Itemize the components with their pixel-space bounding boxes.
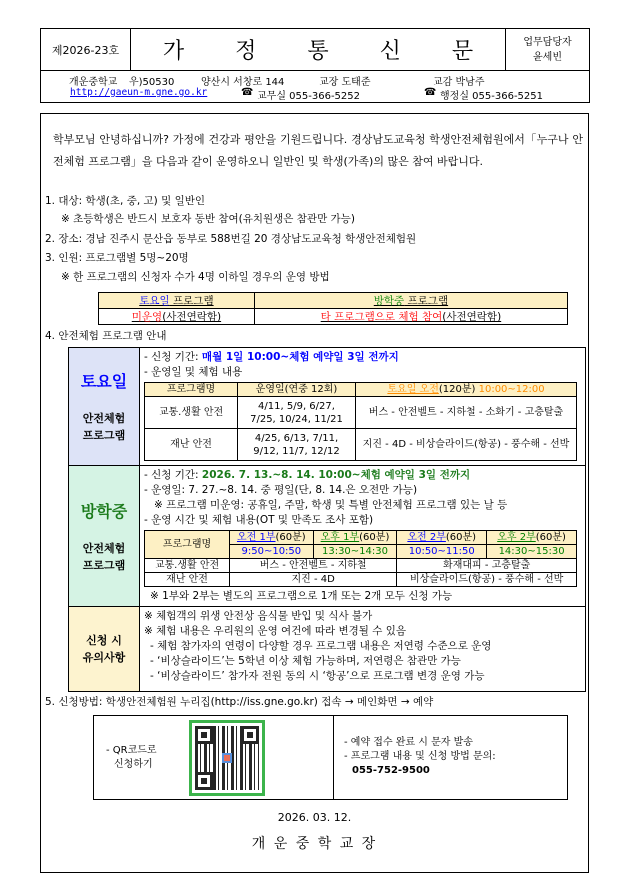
item-location: 2. 장소: 경남 진주시 문산읍 동부로 588번길 20 경상남도교육청 학생안전체험원 bbox=[45, 233, 417, 245]
program-guide-table bbox=[68, 347, 586, 692]
qr-logo-icon bbox=[222, 753, 232, 763]
notes-label-cell: 신청 시 유의사항 bbox=[69, 607, 140, 692]
qr-code-icon[interactable] bbox=[189, 720, 265, 796]
page-title: 가 정 통 신 문 bbox=[162, 39, 496, 64]
intro-paragraph: 학부모님 안녕하십니까? 가정에 건강과 평안을 기원드립니다. 경상남도교육청 학생안전체험원에서「누구나 안전체험 프로그램」을 다음과 같이 운영하오니 일반인 및 학생(가족)의 많은 참여 바랍니다. bbox=[53, 133, 583, 168]
item-program-guide: 4. 안전체험 프로그램 안내 bbox=[45, 330, 167, 342]
manager-label: 업무담당자 bbox=[523, 36, 572, 48]
office-phone-academic: 교무실 055-366-5252 bbox=[257, 91, 360, 102]
vacation-period: 2026. 7. 13.~8. 14. 10:00~체험 예약일 3일 전까지 bbox=[201, 469, 471, 481]
school-website-link[interactable]: http://gaeun-m.gne.go.kr bbox=[70, 87, 208, 98]
policy-header-saturday: 토요일 프로그램 bbox=[99, 293, 255, 309]
vacation-schedule-table: 프로그램명 오전 1부(60분) 오후 1부(60분) 오전 2부(60분) 오후 2부(60분) 9:50~10:50 13:30~14:30 10:50~11:50 14:30~15:30 교통.생활 안전 버스 - 안전벨트 - 지하철 화재대피 - 고층탈출 재난 안전 지진 - 4D 비상슬라이드(항공) - 풍수해 - 선박 bbox=[144, 530, 577, 587]
table-row: 교통.생활 안전 버스 - 안전벨트 - 지하철 화재대피 - 고층탈출 bbox=[145, 559, 577, 573]
qr-label: - QR코드로 신청하기 bbox=[106, 745, 157, 770]
vacation-label-cell: 방학중 안전체험 프로그램 bbox=[69, 466, 140, 607]
vacation-footnote: ※ 1부와 2부는 별도의 프로그램으로 1개 또는 2개 모두 신청 가능 bbox=[150, 590, 453, 602]
school-name: 개운중학교 bbox=[69, 77, 118, 88]
manager-box bbox=[505, 29, 589, 70]
phone-icon: ☎ bbox=[241, 87, 254, 98]
saturday-schedule-table: 프로그램명 운영일(연중 12회) 토요일 오전(120분) 10:00~12:00 교통.생활 안전 4/11, 5/9, 6/27, 7/25, 10/24, 11/21 버스 - 안전벨트 - 지하철 - 소화기 - 고층탈출 재난 안전 4/25, 6/13, 7/11, 9/12, 11/7, 12/12 지진 - 4D - 비상슬라이드(항공) - 풍수해 - 선박 bbox=[144, 382, 577, 461]
vice-principal: 교감 박남주 bbox=[433, 77, 485, 88]
item-capacity: 3. 인원: 프로그램별 5명~20명 bbox=[45, 252, 189, 264]
notes-content: ※ 체험객의 위생 안전상 음식물 반입 및 식사 불가 ※ 체험 내용은 우리원의 운영 여건에 따라 변경될 수 있음 - 체험 참가자의 연령이 다양할 경우 프로그램 내용은 저연령 수준으로 운영 - ‘비상슬라이드’는 5학년 이상 체험 가능하며, 저연령은 참관만 가능 - ‘비상슬라이드’ 참가자 전원 동의 시 ‘항공’으로 프로그램 변경 운영 가능 bbox=[140, 607, 586, 692]
policy-saturday: 미운영(사전연락함) bbox=[99, 309, 255, 325]
inquiry-phone: 055-752-9500 bbox=[352, 765, 430, 776]
table-row: 교통.생활 안전 4/11, 5/9, 6/27, 7/25, 10/24, 11/21 버스 - 안전벨트 - 지하철 - 소화기 - 고층탈출 bbox=[145, 397, 577, 429]
item-target: 1. 대상: 학생(초, 중, 고) 및 일반인 bbox=[45, 195, 206, 207]
school-address: 양산시 서창로 144 bbox=[201, 77, 285, 88]
office-phone-admin: 행정실 055-366-5251 bbox=[440, 91, 543, 102]
principal: 교장 도태준 bbox=[319, 77, 371, 88]
saturday-content: - 신청 기간: 매월 1일 10:00~체험 예약일 3일 전까지 - 운영일 및 체험 내용 프로그램명 운영일(연중 12회) 토요일 오전(120분) 10:00~12:00 교통.생활 안전 4/11, 5/9, 6/27, 7/25, 10/24, 11/21 버스 - 안전벨트 - 지하철 - 소화기 - 고층탈출 재난 안전 4/25, 6/13, 7/11, 9/12, 11/7, 12/12 지진 - 4D - 비상슬라이드(항공) - 풍수해 - 선박 bbox=[140, 348, 586, 466]
issue-number: 제2026-23호 bbox=[41, 29, 131, 70]
postal-code: 우)50530 bbox=[129, 77, 175, 88]
signer: 개 운 중 학 교 장 bbox=[251, 836, 378, 852]
policy-vacation: 타 프로그램으로 체험 참여(사전연락함) bbox=[254, 309, 567, 325]
manager-name: 윤세빈 bbox=[533, 51, 562, 63]
saturday-period: 매월 1일 10:00~체험 예약일 3일 전까지 bbox=[201, 351, 399, 363]
newsletter-header bbox=[40, 28, 590, 103]
saturday-label-cell: 토요일 안전체험 프로그램 bbox=[69, 348, 140, 466]
item-target-note: ※ 초등학생은 반드시 보호자 동반 참여(유치원생은 참관만 가능) bbox=[61, 213, 355, 225]
table-row: 재난 안전 4/25, 6/13, 7/11, 9/12, 11/7, 12/12 지진 - 4D - 비상슬라이드(항공) - 풍수해 - 선박 bbox=[145, 429, 577, 461]
newsletter-body bbox=[40, 113, 589, 873]
apply-info: - 예약 접수 완료 시 문자 발송 - 프로그램 내용 및 신청 방법 문의: 055-752-9500 bbox=[334, 716, 567, 799]
phone-icon: ☎ bbox=[424, 87, 437, 98]
item-apply-method: 5. 신청방법: 학생안전체험원 누리집(http://iss.gne.go.kr) 접속 → 메인화면 → 예약 bbox=[45, 696, 434, 708]
item-capacity-note: ※ 한 프로그램의 신청자 수가 4명 이하일 경우의 운영 방법 bbox=[61, 271, 330, 283]
table-row: 재난 안전 지진 - 4D 비상슬라이드(항공) - 풍수해 - 선박 bbox=[145, 573, 577, 587]
policy-header-vacation: 방학중 프로그램 bbox=[254, 293, 567, 309]
low-signup-policy-table bbox=[98, 292, 568, 325]
issue-date: 2026. 03. 12. bbox=[277, 811, 352, 824]
apply-box bbox=[93, 715, 568, 800]
vacation-content: - 신청 기간: 2026. 7. 13.~8. 14. 10:00~체험 예약일 3일 전까지 - 운영일: 7. 27.~8. 14. 중 평일(단, 8. 14.은 오전만 가능) ※ 프로그램 미운영: 공휴일, 주말, 학생 및 특별 안전체험 프로그램 있는 날 등 - 운영 시간 및 체험 내용(OT 및 만족도 조사 포함) 프로그램명 오전 1부(60분) 오후 1부(60분) 오전 2부(60분) 오후 2부(60분) 9:50~10:50 13:30~14:30 10:50~11:50 14:30~15:30 교통.생활 안전 버스 - 안전벨트 - 지하철 화재대피 - 고층탈출 재난 안전 지진 - 4D 비상슬라이드(항공) - 풍수해 - 선박 ※ 1부와 2부는 별도의 프로그램으로 1개 또는 2개 모두 신청 가능 bbox=[140, 466, 586, 607]
school-info bbox=[41, 71, 589, 102]
